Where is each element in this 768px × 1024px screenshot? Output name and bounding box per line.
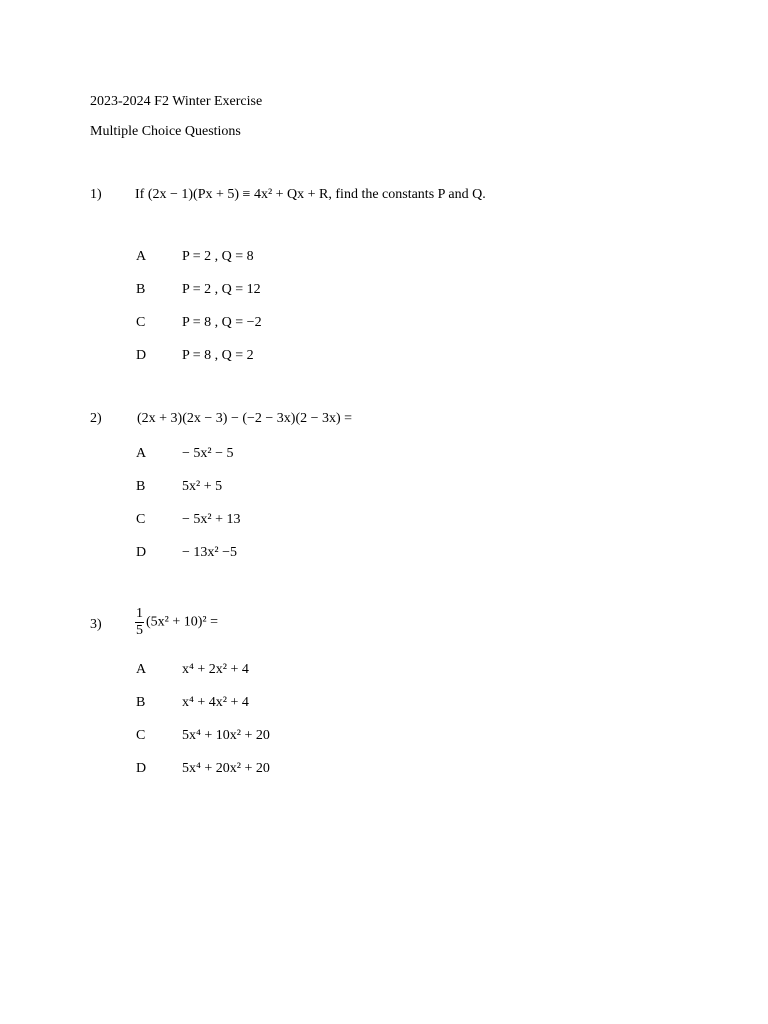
option-text: x⁴ + 2x² + 4 <box>182 662 249 677</box>
option-letter: D <box>136 348 147 363</box>
fraction-numerator: 1 <box>136 606 143 621</box>
option-text: 5x⁴ + 10x² + 20 <box>182 728 270 743</box>
option-text: − 5x² − 5 <box>182 446 234 461</box>
stem-prefix: If <box>135 187 145 202</box>
section-heading: Multiple Choice Questions <box>90 124 241 139</box>
worksheet-title: 2023-2024 F2 Winter Exercise <box>90 94 263 109</box>
stem-suffix: , find the constants P and Q. <box>328 187 486 202</box>
option-letter: C <box>136 315 146 330</box>
stem-expression: (5x² + 10)² = <box>146 614 219 630</box>
fraction-denominator: 5 <box>136 623 143 638</box>
option-letter: B <box>136 479 146 494</box>
fraction <box>135 606 144 639</box>
question-number: 2) <box>90 411 102 426</box>
option-letter: B <box>136 282 146 297</box>
question-stem: (2x + 3)(2x − 3) − (−2 − 3x)(2 − 3x) = <box>137 411 353 426</box>
option-letter: C <box>136 728 146 743</box>
option-text: P = 2 , Q = 12 <box>182 282 261 297</box>
option-text: 5x² + 5 <box>182 479 223 494</box>
question-number: 3) <box>90 617 102 632</box>
option-letter: A <box>136 662 147 677</box>
question-stem <box>135 606 218 639</box>
option-letter: A <box>136 446 147 461</box>
option-text: 5x⁴ + 20x² + 20 <box>182 761 270 776</box>
option-text: P = 8 , Q = −2 <box>182 315 262 330</box>
option-letter: B <box>136 695 146 710</box>
stem-expression: (2x − 1)(Px + 5) ≡ 4x² + Qx + R <box>147 187 329 202</box>
option-text: − 13x² −5 <box>182 545 237 560</box>
option-letter: A <box>136 249 147 264</box>
option-letter: D <box>136 761 147 776</box>
option-letter: D <box>136 545 147 560</box>
option-letter: C <box>136 512 146 527</box>
option-text: − 5x² + 13 <box>182 512 241 527</box>
option-text: P = 8 , Q = 2 <box>182 348 254 363</box>
option-text: x⁴ + 4x² + 4 <box>182 695 249 710</box>
question-stem <box>135 186 486 204</box>
option-text: P = 2 , Q = 8 <box>182 249 254 264</box>
question-number: 1) <box>90 187 102 202</box>
